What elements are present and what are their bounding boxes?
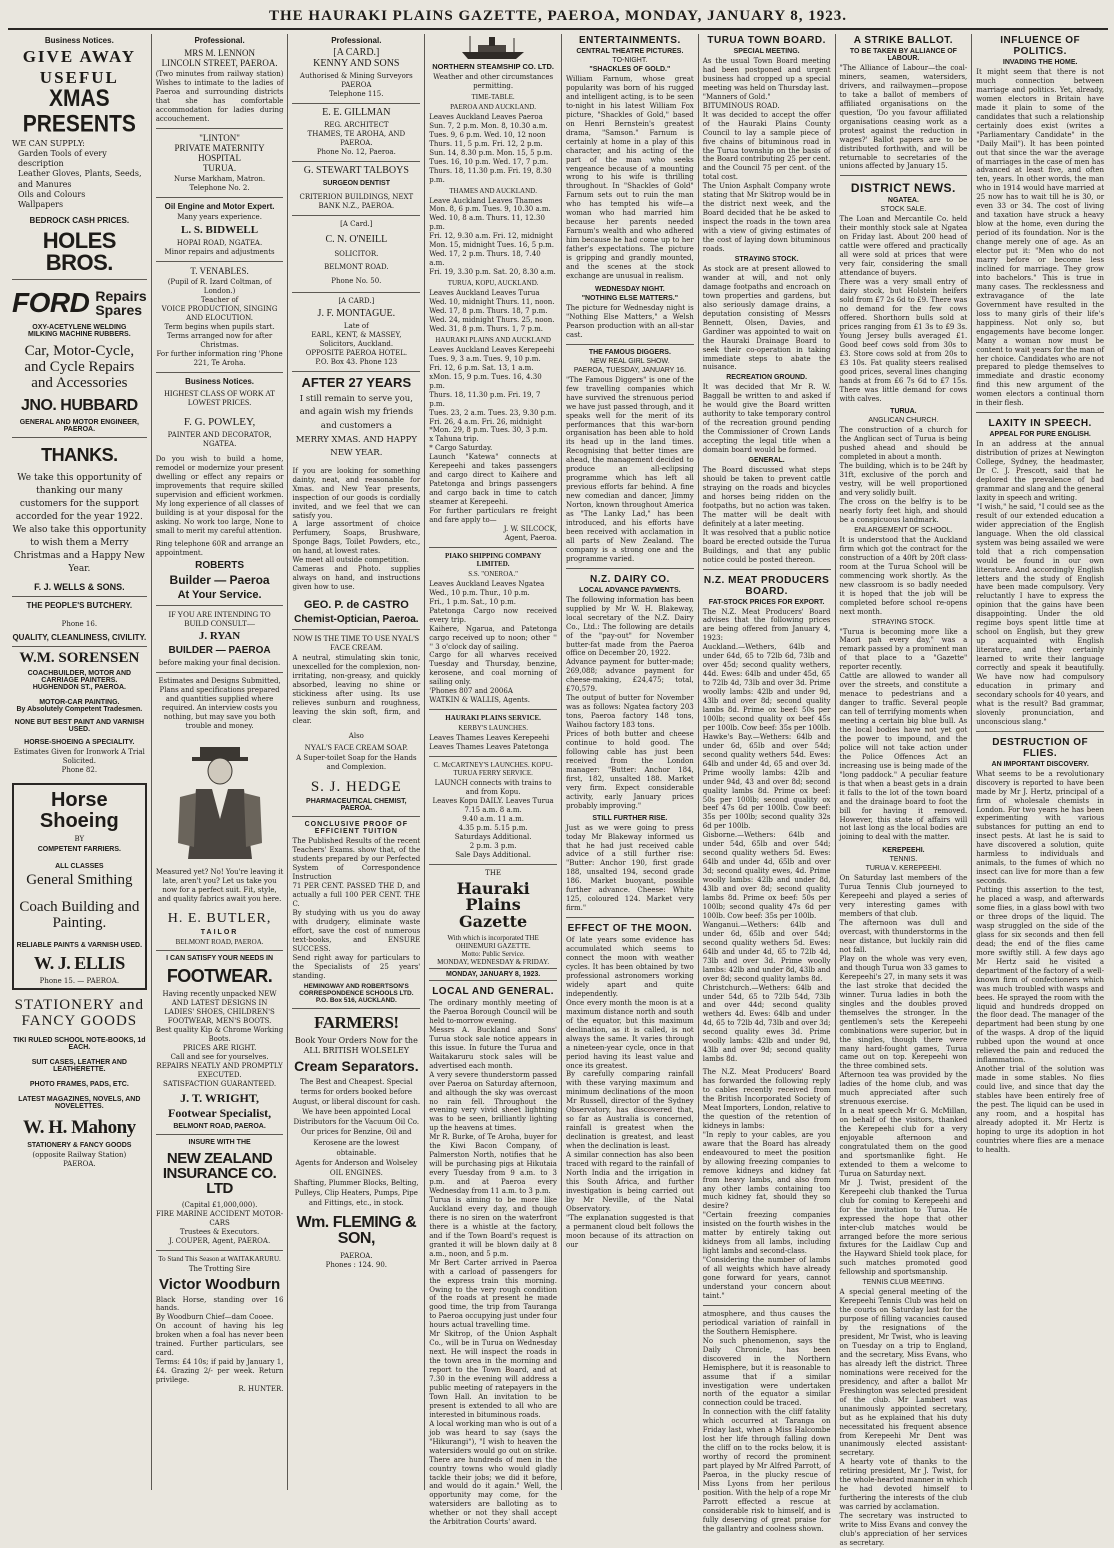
laxity-body: In an address at the annual distribution of prizes at Newington College, Sydney, the headmaster, Dr C. J. Prescott, said that he deplored the prevalence of bad grammar and slang and the general laxity in speech and writing. "I wish," he said, "I could see as the result of our extended education a wider appreciation of the English language. When the old classical system was being assailed we were told that a rich compensation would be found in our own literature. And accordingly English letters and the study of English have been made compulsory. Very reluctantly I have to express the opinion that the gains have been disappointing. Under the old regime boys spent little time at school on English, but they grew up acquainted with English literature, and they certainly learned to write their language correctly and speak it beautifully. We have now had compulsory education in primary and secondary schools for 40 years, and what is the result? Bad grammar, slovenly pronunciation, and unconscious slang." bbox=[976, 440, 1105, 726]
column-business-notices bbox=[8, 34, 152, 1490]
conclusive-proof: CONCLUSIVE PROOF OF EFFICIENT TUITION bbox=[304, 821, 409, 836]
bidwell-name: L. S. BIDWELL bbox=[181, 223, 259, 236]
silcock-agent: J. W. SILCOCK, Agent, Paeroa. bbox=[503, 524, 557, 542]
thanks-body: We take this opportunity of thanking our many customers for the support accorded for the year 1922. We also take this opportunity to wish them a Merry Christmas and a Happy New Year. bbox=[12, 472, 147, 574]
decastro-title: Chemist-Optician, Paeroa. bbox=[294, 613, 419, 625]
kenny-body: Authorised & Mining Surveyors PAEROA Telephone 115. bbox=[299, 72, 413, 98]
piako-shipping: PIAKO SHIPPING COMPANY LIMITED. bbox=[444, 551, 542, 568]
general-heading: GENERAL. bbox=[748, 457, 785, 465]
local-general-body: The ordinary monthly meeting of the Paeroa Borough Council will be held to-morrow evening. Messrs A. Buckland and Sons' Turua stock sale notice appears in this issue. In future the Turua and Waitakaruru stock sales will be advertised each month. A very severe thunderstorm passed over Paeroa on Saturday afternoon, and although the sky was overcast no rain fell. Throughout the evening very vivid sheet lightning was to be seen, brilliantly lighting up the heavens at times. Mr R. Burke, of Te Aroha, buyer for the Kiwi Bacon Company, of Palmerston North, notifies that he will be purchasing pigs at Hikutaia every Tuesday from 9 a.m. to 3 p.m. and at Paeroa every Wednesday from 11 a.m. to 3 p.m. Turua is aiming to be more like Auckland every day, and though there is no siren on the waterfront there is a whistle at the factory, and if the Town Board's request is granted it will be blown daily at 8 a.m., noon, and 5 p.m. Mr Bert Carter arrived in Paeroa with a carload of passengers for the express train this morning. Owing to the very rough condition of the roads at present he made good time, the trip from Tauranga to Paeroa occupying just under four hours actual travelling time. Mr Skitrop, of the Union Asphalt Co., will be in Turua on Wednesday next. He will inspect the roads in the town area in the morning and report to the Town Board, and at 7.30 in the evening will address a public meeting of ratepayers in the Town Hall. An invitation to be present is extended to all who are interested in bituminous roads. A local working man who is out of a job was heard to say (says the "Hikurangi"), "I wish to heaven the watersiders would go out on strike. There are hundreds of men in the country towns who would gladly tackle their jobs; we did it before, and would do it again." Well, the opportunity may come, for the watersiders are balloting as to whether or not they shall accept the Arbitration Courts' award. bbox=[429, 999, 557, 1527]
soap-subtitle: A Super-toilet Soap for the Hands and Complexion. bbox=[296, 753, 417, 771]
wright-address: BELMONT ROAD, PAEROA. bbox=[173, 1123, 266, 1131]
we-can-supply: WE CAN SUPPLY: bbox=[12, 138, 85, 148]
kenny-sons: [A CARD.] KENNY AND SONS bbox=[313, 47, 400, 69]
cream-separators: Cream Separators. bbox=[294, 1058, 419, 1075]
divider bbox=[12, 437, 147, 438]
insurance-body: FIRE MARINE ACCIDENT MOTOR-CARS Trustees & Executors. J. COUPER, Agent, PAEROA. bbox=[155, 1209, 284, 1245]
give-away-line-2: USEFUL bbox=[39, 67, 119, 87]
shackles-body: William Farnum, whose great popularity was born of his rugged and intelligent acting, is to be seen to-night in his latest William Fox picture, "Shackles of Gold," based on Henri Bernstein's greatest drama, "Samson." Farnum is certainly at home in a play of this character, and his acting of the part of the man who seeks vengeance because of a mounting wrong to his wife is thrilling throughout. In "Shackles of Gold" Farnum sets out to ruin the man who has tempted his wife—a woman who had married him because her parents needed Farnum's wealth and who adhered him because he had come up to her father's expectations. The picture is gripping and grandly mounted, and the scenes at the stock exchange are unusual in realism. bbox=[565, 75, 694, 280]
appeal-pure-english: APPEAL FOR PURE ENGLISH. bbox=[989, 431, 1091, 439]
fleming-name: Wm. FLEMING & SON, bbox=[296, 1213, 417, 1247]
straying-stock: STRAYING STOCK. bbox=[734, 255, 799, 263]
hedge-title: PHARMACEUTICAL CHEMIST, PAEROA. bbox=[306, 798, 407, 813]
flies-heading: DESTRUCTION OF FLIES. bbox=[992, 736, 1089, 759]
tennis-meeting-body: A special general meeting of the Kerepeehi Tennis Club was held on the courts on Saturday last for the purpose of filling vacancies caused by the resignations of the president, Mr Twist, who is leaving on Tuesday on a trip to England, and the secretary, Miss Evans, who has already left the district. Three nominations were received for the presidency, and after a ballot Mr Freshington was selected president of the club. Mr Lambert was unanimously appointed secretary, but as he explained that his duty necessitated his frequent absence from Kerepeehi Mr Dent was unanimously elected assistant-secretary. A hearty vote of thanks to the retiring president, Mr J. Twist, for the whole-hearted manner in which he had devoted himself to furthering the interests of the club was carried by acclamation. The secretary was instructed to write to Miss Evans and convey the club's appreciation of her services as secretary. bbox=[839, 1288, 968, 1547]
strike-ballot-body: "The Alliance of Labour—the coal-miners, seamen, watersiders, drivers, and railwaymen—propose to take a ballot of members of affiliated organisations on the question, 'Do you favour affiliated organisations ceasing work as a protest against the reduction in wages?' Ballot papers are to be distributed forthwith, and will be returnable to secretaries of the unions affected by January 15. bbox=[839, 64, 968, 171]
meat-kidneys-body: The N.Z. Meat Producers' Board has forwarded the following reply to cables recently received from the British Incorporated Society of Meat Importers, London, relative to the question of the retention of kidneys in lambs: "In reply to your cables, are you aware that the Board has already endeavoured to meet the position by allowing freezing companies to remove kidneys and kidney fat from heavy lambs, and also from any other lambs containing too much kidney fat, should they so desire? "Certain freezing companies insisted on the fourth wishes in the matter by entirely taking out kidneys from all lambs, including light lambs and second-class. "Considering the number of lambs of all weights which have already gone forward for years, cannot understand your concern about taint." bbox=[702, 1068, 831, 1300]
hauraki-plains-service: HAURAKI PLAINS SERVICE. bbox=[445, 714, 541, 723]
ryan-body: before making your final decision. bbox=[158, 659, 281, 668]
measured-yet: Measured yet? No! You're leaving it late, aren't you? Let us take you now for a perfect suit. Fit, style, and quality fabrics await you here. bbox=[155, 867, 284, 903]
turua-board-heading: TURUA TOWN BOARD. bbox=[707, 35, 826, 46]
meat-prices-body: The N.Z. Meat Producers' Board advises that the following prices are being offered from January 4, 1923: Auckland.—Wethers, 64lb and under 64d, 65 to 72lb 6d, 73lb and over 45d; second quality wethers, 44d. Ewes: 64lb and under 45d, 65 to 72lb 4d, 73lb and over 3d. Prime woolly lambs: 42lb and under 9d, 43lb and over 8d; second quality lambs 8d. Prime ox beef: 50s per 100lb; second quality ox beef 45s per 100lb. Cow beef: 35s per 100lb. Hawke's Bay.—Wethers: 64lb and under 6d, 65lb and over 54d; second quality wethers 54d. Ewes: 64lb and under 4d, 65 and over 3d. Prime woolly lambs: 42lb and under 94d, 43 and over 8d; second quality lambs 8d. Prime ox beef: 50s per 100lb; second quality ox beef 47s 6d per 100lb. Cow beef: 35s per 100lb; second quality 32s 6d per 100lb. Gisborne.—Wethers: 64lb and under 54d, 65lb and over 54d; second quality wethers 5d. Ewes: 64lb and under 4d, 65lb and over 3d; second quality ewes, 4d. Prime woolly lambs: 42lb and under 8d, 43lb and over 8d; second quality lambs 8d. Prime ox beef: 50s per 100lb; second quality 47s 6d per 100lb. Cow beef: 35s per 100lb. Wanganui.—Wethers: 64lb and under 6d, 65lb and over 54d; second quality wethers 5d. Ewes: 64lb and under 4d, 65 to 72lb 4d, 73lb and over 3d. Prime woolly lambs: 42lb and under 8d, 43lb and over 8d; second quality lambs 8d. Christchurch.—Wethers: 64lb and under 54d, 65 to 72lb 54d, 73lb and over 44d; second quality wethers 4d. Ewes: 64lb and under 4d, 65 to 72lb 4d, 73lb and over 3d; second quality ewes 3d. Prime woolly lambs: 42lb and under 9d, 43lb and over 9d; second quality lambs 8d. bbox=[702, 607, 831, 1064]
divider bbox=[292, 103, 420, 104]
highest-class: HIGHEST CLASS OF WORK AT LOWEST PRICES. bbox=[164, 388, 275, 407]
tennis-body: On Saturday last members of the Turua Tennis Club journeyed to Kerepeehi and played a series of very interesting games with members of that club. The afternoon was dull and overcast, with thunderstorms in the near distance, but luckily rain did not fall. Play on the whole was very even, and though Turua won 33 games to Kerepeehi's 27, in many sets it was the last stroke that decided the winner. Turua ladies in both the singles and the doubles proved themselves the stronger. In the gentlemen's sets the Kerepeehi combinations were superior, but in the singles, though there were many hard-fought games, Turua came out on top. Kerepeehi won the three combined sets. Afternoon tea was provided by the ladies of the home club, and was much appreciated after such strenuous exercise. In a neat speech Mr G. McMillan, on behalf of the visitors, thanked the Kerepeehi club for a very enjoyable afternoon and congratulated them on the good and sportsmanlike fight. He extended to them a welcome to Turua on Saturday next. Mr J. Twist, president of the Kerepeehi club thanked the Turua club for coming to Kerepeehi and for the invitation to Turua. He expressed the hope that other inter-club matches would be arranged before the more serious fixtures for the Laidlaw Cup and the Hayward Shield took place, for such matches promoted good fellowship and sportsmanship. bbox=[839, 874, 968, 1277]
capital: (Capital £1,000,000). bbox=[181, 1201, 258, 1210]
card-label: [A Card.] bbox=[340, 219, 373, 228]
divider bbox=[840, 175, 968, 176]
woodburn-body: Black Horse, standing over 16 hands. By Woodburn Chief—dam Cooee. On account of having his leg broken when a foal has never been trained. Further particulars, see card. Terms: £4 10s; if paid by January 1, £4. Grazing 2/- per week. Return privilege. bbox=[155, 1295, 284, 1385]
fatstock-prices: FAT-STOCK PRICES FOR EXPORT. bbox=[708, 598, 825, 606]
figure-right-shape bbox=[244, 793, 262, 847]
funnel-shape bbox=[489, 37, 495, 46]
montague-body: Late of EARL, KENT, & MASSEY, Solicitors, Auckland. OPPOSITE PAEROA HOTEL. P.O. Box 43. Phone 123 bbox=[305, 322, 408, 367]
hubbard-name: JNO. HUBBARD bbox=[21, 396, 138, 414]
farmers-body: Book Your Orders Now for the ALL BRITISH WOLSELEY bbox=[294, 1035, 418, 1055]
anglican-body: The construction of a church for the Anglican sect of Turua is being pushed ahead and should be completed in about a month. The building, which is to be 24ft by 31ft, exclusive of the porch and vestry, will be well proportioned and very solidly built. The cross on the belfry is to be nearly forty feet high, and should be a conspicuous landmark. bbox=[839, 426, 968, 524]
straying-body: As stock are at present allowed to wander at will, and not only damage footpaths and encroach on town properties and gardens, but also seriously damage drains, a deputation consisting of Messrs Bennett, Olsen, Davies, and Gardiner was appointed to wait on the Hauraki Drainage Board to seek their co-operation in taking immediate steps to abate the nuisance. bbox=[702, 264, 831, 372]
footwear-heading: FOOTWEAR. bbox=[166, 966, 273, 987]
nz-insurance: NEW ZEALAND INSURANCE CO. LTD bbox=[162, 1150, 277, 1198]
oil-engine-expert: Oil Engine and Motor Expert. bbox=[164, 201, 275, 211]
after-27-more: If you are looking for something dainty, neat, and reasonable for Xmas. and New Year presents, inspection of our goods is cordially invited, and we feel that we can satisfy you. A large assortment of choice Perfumery, Soaps, Brushware, Sponge Bags, Toilet Powders, etc., on hand, at lowest rates. We meet all outside competition. Cameras and Photo. supplies always on hand, and instructions given how to use. bbox=[292, 466, 421, 592]
influence-heading: INFLUENCE OF POLITICS. bbox=[1000, 35, 1081, 57]
motor-painting: MOTOR-CAR PAINTING. By Absolutely Competent Tradesmen. bbox=[16, 698, 143, 713]
divider bbox=[292, 816, 420, 817]
influence-body: It might seem that there is not much connection between marriage and politics. Yet, already, women electors in Britain have made it plain to some of the candidates that such a relationship certainly does exist (writes a "Parliamentary Candidate" in the "Daily Mail"). It has been pointed out that since the war the average of marriages in the case of men has advanced at least five, and often ten, years. In other words, the man who in 1914 would have married at 25 now has to wait till he is 30, or even 33 or 34. The cost of living and taxation have struck a heavy blow at the home, even during the period of its foundation. Nor is the change merely one of age. As an elector put it: "Men who do not marry before or become less inclined for marriage. They grow into bachelors." This is true in many cases. The recklessness and extravagance of the late Government have resulted in the loss to many girls of their life's happiness. Not only so, but engagements have become longer. Many a woman now must be content to wait years for the man of her choice. Candidates who are not prepared to pledge themselves to immediate and drastic economy find this new argument of the women electors a continual thorn in their flesh. bbox=[976, 68, 1105, 408]
column-professional-2 bbox=[288, 34, 425, 1490]
ford-repairs: Repairs Spares bbox=[95, 287, 147, 319]
reliable-paints: RELIABLE PAINTS & VARNISH USED. bbox=[16, 941, 143, 949]
tiki-notebooks: TIKI RULED SCHOOL NOTE-BOOKS, 1d EACH. bbox=[13, 1037, 146, 1052]
talboys-name: G. STEWART TALBOYS bbox=[303, 165, 409, 177]
district-news-heading: DISTRICT NEWS. bbox=[850, 181, 956, 196]
butler-tailor: TAILOR bbox=[200, 929, 239, 937]
coach-building: Coach Building and Painting. bbox=[19, 899, 140, 932]
kerby-launches: KERBY'S LAUNCHES. bbox=[458, 724, 528, 733]
straying-stock-2: STRAYING STOCK. bbox=[871, 618, 935, 626]
sorensen-name: W.M. SORENSEN bbox=[19, 650, 140, 666]
sorensen-subtitle: COACHBUILDER, MOTOR AND CARRIAGE PAINTERS. HUGHENDON ST., PAEROA. bbox=[27, 669, 132, 691]
column-turua-meat bbox=[699, 34, 836, 1533]
tennis-heading: TENNIS. bbox=[889, 856, 918, 864]
nyal-heading: NOW IS THE TIME TO USE NYAL'S FACE CREAM. bbox=[293, 634, 420, 653]
school-body: It is understood that the Auckland firm which got the contract for the construction of a 40ft by 20ft class-room at the Turua School will be commencing work shortly. As the new classroom is so badly needed it is hoped that the job will be completed before school re-opens next month. bbox=[839, 535, 968, 616]
powley-name: F. G. POWLEY, bbox=[183, 415, 256, 428]
quality-line: QUALITY, CLEANLINESS, CIVILITY. bbox=[12, 633, 147, 642]
supply-list: Garden Tools of every description Leather Gloves, Plants, Seeds, and Manures Oils and Colours Wallpapers bbox=[18, 149, 142, 210]
phone-16: Phone 16. bbox=[61, 620, 98, 629]
ship-company: NORTHERN STEAMSHIP CO. LTD. bbox=[432, 62, 554, 71]
section-label: Business Notices. bbox=[44, 36, 114, 45]
divider bbox=[292, 292, 420, 293]
talboys-title: SURGEON DENTIST bbox=[322, 179, 390, 187]
stand-season: To Stand This Season at WAITAKARURU. bbox=[158, 1254, 281, 1263]
ryan-builder: BUILDER — PAEROA bbox=[168, 644, 271, 656]
divider bbox=[12, 279, 147, 280]
mccartney-times: LAUNCH connects with trains to and from Kopu. Leaves Kopu DAILY. Leaves Turua 7.15 a.m. 8 a.m. 9.40 a.m. 11 a.m. 4.35 p.m. 5.15 p.m. Saturdays Additional. 2 p.m. 3 p.m. Sale Days Additional. bbox=[432, 779, 554, 859]
roberts-builder: Builder — Paeroa bbox=[169, 573, 270, 587]
gillman-body: REG. ARCHITECT THAMES, TE AROHA, AND PAEROA. Phone No. 12, Paeroa. bbox=[307, 121, 406, 157]
divider bbox=[976, 731, 1104, 732]
central-theatre: CENTRAL THEATRE PICTURES. bbox=[576, 48, 684, 55]
farmers-heading: FARMERS! bbox=[314, 1012, 399, 1032]
cabin-shape bbox=[478, 45, 506, 52]
ryan-name: J. RYAN bbox=[198, 630, 241, 643]
columns bbox=[8, 34, 1108, 1547]
kerepeehi-heading: KEREPEEHI. bbox=[882, 847, 925, 855]
ford-logo: FORD bbox=[12, 287, 90, 319]
lennon-name: MRS M. LENNON LINCOLN STREET, PAEROA. bbox=[161, 48, 278, 68]
divider bbox=[566, 917, 694, 918]
route-heading: HAURAKI PLAINS AND AUCKLAND bbox=[435, 335, 551, 344]
mahony-subtitle: STATIONERY & FANCY GOODS bbox=[27, 1142, 132, 1150]
peoples-butchery: THE PEOPLE'S BUTCHERY. bbox=[26, 601, 133, 611]
bedrock-prices: BEDROCK CASH PRICES. bbox=[29, 216, 130, 226]
hunter-sign: R. HUNTER. bbox=[238, 1385, 284, 1394]
important-discovery: AN IMPORTANT DISCOVERY. bbox=[991, 760, 1089, 768]
divider bbox=[566, 344, 694, 345]
divider bbox=[156, 605, 284, 606]
route-heading: TURUA, KOPU, AUCKLAND. bbox=[447, 279, 539, 288]
column-entertainments bbox=[562, 34, 699, 1490]
roberts-name: ROBERTS bbox=[195, 559, 245, 571]
can-satisfy: I CAN SATISFY YOUR NEEDS IN bbox=[166, 955, 274, 963]
entertainments-heading: ENTERTAINMENTS. bbox=[578, 35, 681, 46]
still-further-rise: STILL FURTHER RISE. bbox=[592, 814, 668, 822]
oxy-acetylene: OXY-ACETYLENE WELDING MILKING MACHINE RUBBERS. bbox=[28, 324, 131, 339]
turua-board-body: As the usual Town Board meeting had been postponed and urgent business had cropped up a special meeting was held on Thursday last. "Manners of Gold." BITUMINOUS ROAD. It was decided to accept the offer of the Hauraki Plains County Council to lay a sample piece of five chains of bituminous road in the Turua township on the basis of the Board contributing 25 per cent. and the Council 75 per cent. of the total cost. The Union Asphalt Company wrote stating that Mr Skitrop would be in the district next week, and the Board decided that he be asked to inspect the roads in the town area with a view of giving estimates of the cost of laying down bituminous roads. bbox=[702, 57, 831, 254]
suit-cases: SUIT CASES, LEATHER AND LEATHERETTE. bbox=[31, 1059, 127, 1074]
flies-body: What seems to be a revolutionary discovery is reported to have been made by Mr J. Hertz, principal of a firm of wholesale chemists in London. For two years he has been experimenting with various substances for putting an end to insect pests. At last he is said to have discovered a solution, quite harmless to individuals and animals, to the fumes of which no insect can live for more than a few seconds. Putting this assertion to the test, he placed a wasp, and afterwards some flies, in a glass bowl with two or three drops of the liquid. The wasp struggled on the side of the glass for six seconds and then fell dead; the end of the flies came more swiftly still. A few days ago Mr Hertz said he visited a department of the factory of a well-known firm of confectioners which was much troubled with wasps and bees. He sprayed the room with the liquid and hundreds dropped on the floor dead. The manager of the department had been stung by one of the wasps. A drop of the liquid rubbed upon the wound at once relieved the pain and reduced the inflammation. Another trial of the solution was made in some stables. No flies could live, and since that day the stables have been entirely free of the pest. The liquid can be used in any room, and a hospital has already adopted it. Mr Hertz is hoping to urge its adoption in hot countries where flies are a menace to health. bbox=[976, 769, 1105, 1154]
nyal-body: A neutral, stimulating skin tonic, unexcelled for the complexion, non-irritating, non-greasy, and quickly absorbed, leaving no shine or stickiness after using. Its use relieves sunburn and roughness, leaving the skin soft, firm, and clear. bbox=[292, 654, 421, 725]
cream-body: The Best and Cheapest. Special terms for orders booked before August, or liberal discount for cash. We have been appointed Local Distributors for the Vacuum Oil Co. Our prices for Benzine, Oil and Kerosene are the lowest obtainable. Agents for Anderson and Wolseley OIL ENGINES. Shafting, Plummer Blocks, Belting, Pulleys, Clip Heaters, Pumps, Pipe and Fittings, etc., in stock. bbox=[292, 1077, 421, 1208]
linton-hospital: "LINTON" PRIVATE MATERNITY HOSPITAL TURUA. bbox=[174, 132, 265, 173]
strike-ballot-heading: A STRIKE BALLOT. bbox=[853, 35, 954, 46]
tailor-illustration bbox=[160, 737, 280, 862]
by-line: BY bbox=[74, 834, 85, 843]
local-general-heading: LOCAL AND GENERAL. bbox=[432, 986, 554, 998]
general-body: The Board discussed what steps should be taken to prevent cattle straying on the roads and bicycles and horses being ridden on the footpaths, but no action was taken. The matter will be dealt with definitely at a later meeting. It was resolved that a public notice board be erected outside the Turua Buildings, and that any public notice could be posted thereon. bbox=[702, 466, 831, 564]
divider bbox=[156, 197, 284, 198]
victor-woodburn: Victor Woodburn bbox=[159, 1275, 281, 1293]
route-heading: THAMES AND AUCKLAND. bbox=[449, 186, 537, 195]
column-district-news bbox=[836, 34, 973, 1547]
ring-telephone: Ring telephone 60R and arrange an appointment. bbox=[155, 539, 284, 557]
tennis-match-title: TURUA V. KEREPEEHI. bbox=[865, 865, 942, 873]
trotting-sire: The Trotting Sire bbox=[188, 1264, 251, 1273]
competent-farriers: COMPETENT FARRIERS. bbox=[37, 845, 121, 853]
oneroa-times: Leaves Auckland Leaves Ngatea Wed., 10 p.m. Thur., 10 p.m. Fri., 1 p.m. Sat., 10 p.m. Patetonga Cargo now received every trip. Kaihere, Ngarua, and Patetonga cargo received up to noon; other '' '' 3 o'clock day of sailing. Cargo for all wharves received Tuesday and Thursday, benzine, kerosene, and coal morning of sailing only. 'Phones 807 and 2006A WATKIN & WALLIS, Agents. bbox=[429, 579, 557, 705]
route-times: Leaves Auckland Leaves Kerepeehi Tues. 9, 3 a.m. Tues. 9, 10 p.m. Fri. 12, 6 p.m. Sat. 13, 1 a.m. xMon. 15, 9 p.m. Tues. 16, 4.30 p.m. Thurs. 18, 11.30 p.m. Fri. 19, 7 p.m. Tues. 23, 2 a.m. Tues. 23, 9.30 p.m. Fri. 26, 4 a.m. Fri. 26, midnight *Mon. 29, 8 p.m. Tues. 30, 3 p.m. x Tahuna trip. * Cargo Saturday. bbox=[429, 345, 557, 453]
stock-sale-body: The Loan and Mercantile Co. held their monthly stock sale at Ngatea on Friday last. About 200 head of cattle were offered and practically all were sold at prices that were very fair, considering the small attendance of buyers. There was a very small entry of dairy stock, but Holstein heifers sold from £7 2s 6d to £9. There was no demand for the few cows offered. Shorthorn bulls sold at prices ranging from £1 3s to £9 3s. Young Jersey bulls averaged £1. Good beef cows sold from 30s to £3. Store cows sold at from 20s to £3 10s. Fat quality steers realised good prices, several lines changing hands at from £6 7s 6d to £7 15s. There was little demand for cows with calves. bbox=[839, 215, 968, 403]
column-features bbox=[972, 34, 1108, 1490]
laxity-heading: LAXITY IN SPEECH. bbox=[988, 418, 1092, 430]
strike-ballot-sub: TO BE TAKEN BY ALLIANCE OF LABOUR. bbox=[849, 48, 957, 62]
lennon-body: (Two minutes from railway station) Wishes to intimate to the ladies of Paeroa and surrounding districts that she has comfortable accommodation for ladies during accouchement. bbox=[155, 70, 284, 123]
thanks-heading: THANKS. bbox=[41, 444, 118, 465]
divider bbox=[703, 1305, 831, 1306]
roberts-service: At Your Service. bbox=[177, 588, 262, 601]
horse-shoeing-speciality: HORSE-SHOEING A SPECIALITY. bbox=[24, 738, 135, 746]
ngatea-heading: NGATEA. bbox=[887, 197, 919, 205]
recreation-body: It was decided that Mr R. W. Baggall be written to and asked if he would give the Board written authority to take temporary control of the recreation ground pending the Commissioner of Crown Lands accepting the legal title when a domain board would be formed. bbox=[702, 383, 831, 455]
after-27-body: I still remain to serve you, and again wish my friends and customers a MERRY XMAS. AND HAPPY NEW YEAR. bbox=[295, 393, 417, 459]
horse-shoeing-heading: Horse Shoeing bbox=[39, 788, 119, 832]
gazette-the: THE bbox=[485, 868, 502, 877]
turua-heading: TURUA. bbox=[890, 408, 917, 416]
mccartney-launches: C. McCARTNEY'S LAUNCHES. KOPU-TURUA FERRY SERVICE. bbox=[433, 761, 553, 778]
bidwell-address: HOPAI ROAD, NGATEA. Minor repairs and adjustments bbox=[164, 239, 275, 257]
photo-frames: PHOTO FRAMES, PADS, ETC. bbox=[29, 1081, 129, 1089]
divider bbox=[12, 646, 147, 647]
divider bbox=[429, 864, 557, 865]
fleming-phones: PAEROA. Phones : 124. 90. bbox=[325, 1251, 388, 1269]
wednesday-night: WEDNESDAY NIGHT. bbox=[595, 285, 665, 293]
kerby-times: Leaves Thames Leaves Kerepeehi Leaves Thames Leaves Patetonga bbox=[429, 734, 550, 752]
butler-address: BELMONT ROAD, PAEROA. bbox=[175, 938, 264, 947]
latest-magazines: LATEST MAGAZINES, NOVELS, AND NOVELETTES. bbox=[18, 1096, 141, 1111]
column-professional-1 bbox=[152, 34, 289, 1490]
further-particulars: For further particulars re freight and fare apply to— bbox=[429, 507, 557, 524]
powley-trade: PAINTER AND DECORATOR, NGATEA. bbox=[167, 431, 272, 449]
butler-name: H. E. BUTLER, bbox=[167, 910, 272, 926]
oneill-body: SOLICITOR. BELMONT ROAD. Phone No. 50. bbox=[324, 250, 389, 285]
tennis-meeting: TENNIS CLUB MEETING. bbox=[862, 1279, 945, 1287]
straying-stock-2-body: "Turua is becoming more like a Maori pah every day," was a remark passed by a prominent man of that place to a "Gazette" reporter recently. Cattle are allowed to wander all over the streets, and constitute a menace to pedestrians and a danger to traffic. Several people can tell of terrifying moments when meeting a certain big blue bull. As the local bodies have not yet got the power to impound, and the police will not take action under the Police Offences Act an increasing use is being made of the "long paddock." A peculiar feature is that when a beast gets in a drain it falls to the lot of the town board and the drainage board to foot the bill for having it removed. However, this state of affairs will not last long as the local bodies are joining to deal with the matter. bbox=[839, 627, 968, 842]
diggers-date: PAEROA, TUESDAY, JANUARY 16. bbox=[573, 366, 686, 374]
opposite-station: (opposite Railway Station) PAEROA. bbox=[32, 1151, 127, 1169]
none-but-best: NONE BUT BEST PAINT AND VARNISH USED. bbox=[14, 718, 145, 733]
nothing-else-body: The picture for Wednesday night is "Nothing Else Matters," a Welsh Pearson production with an all-star cast. bbox=[565, 303, 694, 339]
figure-left-shape bbox=[178, 793, 196, 847]
ellis-ad bbox=[12, 783, 147, 990]
estimates-designs: Estimates and Designs Submitted, Plans and specifications prepared and quantities supplied where required. An interview costs you nothing, but may save you both trouble and money. bbox=[158, 677, 281, 730]
still-further-body: Just as we were going to press today Mr Blakeway informed us that he had just received cable advice of a still further rise: "Butter: Anchor 190, first grade 188, unsalted 194, second grade 186. Market buoyant, possible further advance. Cheese: White 125, coloured 124. Market very firm." bbox=[565, 823, 694, 913]
hedge-name: S. J. HEDGE bbox=[310, 778, 402, 795]
divider bbox=[429, 547, 557, 548]
divider bbox=[976, 412, 1104, 413]
mahony-name: W. H. Mahony bbox=[23, 1117, 136, 1139]
steamship-illustration bbox=[458, 34, 528, 60]
divider bbox=[703, 569, 831, 570]
route-times: Leaves Auckland Leaves Paeroa Sun. 7, 2 p.m. Mon. 8, 10.30 a.m. Tues. 9, 6 p.m. Wed. 10, 12 noon Thurs. 11, 5 p.m. Fri. 12, 2 p.m. Sun. 14, 8.30 p.m. Mon. 15, 5 p.m. Tues. 16, 10 p.m. Wed. 17, 7 p.m. Thurs. 18, 11.30 p.m. Fri. 19, 8.30 p.m. bbox=[429, 112, 553, 184]
ss-oneroa: S.S. "ONEROA." bbox=[468, 569, 518, 578]
card-label: [A CARD.] bbox=[338, 296, 375, 305]
footwear-body: Having recently unpacked NEW AND LATEST DESIGNS IN LADIES' SHOES, CHILDREN'S FOOTWEAR, MEN'S BOOTS. Best quality Kip & Chrome Working Boots. PRICES ARE RIGHT. Call and see for yourselves. REPAIRS NEATLY AND PROMPTLY EXECUTED. SATISFACTION GUARANTEED. bbox=[155, 990, 284, 1088]
divider bbox=[156, 128, 284, 129]
stock-sale: STOCK SALE. bbox=[880, 206, 927, 214]
timetable-heading: TIME-TABLE. bbox=[471, 92, 515, 101]
anglican-church: ANGLICAN CHURCH. bbox=[868, 417, 939, 425]
powley-body: Do you wish to build a home, remodel or modernize your present dwelling or effect any repairs or improvements that require skilled supervision and efficient workmen. My long experience of all classes of building is at your disposal for the asking. No work too large, None to small to merit my careful attention. bbox=[155, 455, 284, 535]
all-classes: ALL CLASSES bbox=[55, 862, 104, 870]
divider bbox=[292, 629, 420, 630]
insure-with: INSURE WITH THE bbox=[188, 1139, 251, 1147]
estimates-given: Estimates Given for Ironwork A Trial Solicited. Phone 82. bbox=[13, 747, 145, 774]
local-advance: LOCAL ADVANCE PAYMENTS. bbox=[579, 586, 681, 594]
hemingway: HEMINGWAY AND ROBERTSON'S CORRESPONDENCE SCHOOLS LTD. P.O. Box 516, AUCKLAND. bbox=[299, 982, 414, 1004]
diggers-body: "The Famous Diggers" is one of the few travelling companies which have survived the strenuous period we have just passed through, and it speaks well for the merit of its performances that this war-born organisation has been able to hold its head up in the land times. Recognising that better times are ahead, the management decided to produce an all-eclipsing programme which has left all previous efforts far behind. A fine new comedian and dancer, Jimmy Norton, known throughout America as "The Lanky Lad," has been introduced, and his efforts have been received with acclamation in all parts of New Zealand. The company is a strong one and the programme varied. bbox=[565, 375, 694, 563]
divider bbox=[156, 261, 284, 262]
bidwell-experience: Many years experience. bbox=[177, 212, 262, 221]
divider bbox=[156, 950, 284, 951]
gazette-title: Hauraki Plains Gazette bbox=[456, 878, 530, 932]
phone-15: Phone 15. — PAEROA. bbox=[39, 976, 120, 985]
holes-bros: HOLES BROS. bbox=[42, 228, 116, 276]
hull-shape bbox=[462, 52, 524, 59]
wells-sons: F. J. WELLS & SONS. bbox=[34, 582, 125, 593]
divider bbox=[292, 371, 420, 372]
ford-ad bbox=[12, 284, 147, 322]
intending-to-build: IF YOU ARE INTENDING TO BUILD CONSULT— bbox=[168, 610, 271, 629]
invading-home: INVADING THE HOME. bbox=[1002, 59, 1078, 66]
give-away-line-1: GIVE AWAY bbox=[22, 47, 136, 66]
weather-note: Weather and other circumstances permitting. bbox=[433, 73, 554, 90]
dairy-body: The following information has been supplied by Mr W. H. Blakeway, local secretary of the N.Z. Dairy Co., Ltd.: The following are details of the "pay-out" for November butter-fat made from the Paeroa office on December 20, 1922. Advance payment for butter-made; 269,088; advance payment for cheese-making, £24,475; total, £70,579. The output of butter for November was as follows: Ngatea factory 203 tons, Paeroa factory 148 tons, Waihou factory 183 tons. Prices of both butter and cheese continue to hold good. The following cable has just been received from the London manager: "Butter: Anchor 184, first, 182, unsalted 188. Market very firm. Expect considerable activity, early January prices probably improving." bbox=[565, 595, 694, 810]
head-shape bbox=[208, 758, 232, 784]
divider bbox=[292, 215, 420, 216]
also-label: Also bbox=[348, 731, 364, 740]
route-heading: PAEROA AND AUCKLAND. bbox=[450, 102, 537, 111]
launch-katewa: Launch "Katewa" connects at Kerepeehi and takes passengers and cargo direct to Kaihere and Patetonga and brings passengers and cargo back in time to catch steamer at Kerepeehi. bbox=[429, 453, 557, 507]
give-away-line-3: XMAS PRESENTS bbox=[22, 85, 136, 138]
gazette-date: MONDAY, JANUARY 8, 1923. bbox=[429, 968, 557, 981]
divider bbox=[156, 372, 284, 373]
tonight-label: TO-NIGHT. bbox=[612, 57, 648, 64]
moon-heading: EFFECT OF THE MOON. bbox=[567, 923, 693, 935]
divider bbox=[566, 568, 694, 569]
divider bbox=[429, 709, 557, 710]
linton-matron: Nurse Markham, Matron. Telephone No. 2. bbox=[174, 174, 266, 192]
divider bbox=[156, 672, 284, 673]
moon-continued: atmosphere, and thus causes the periodical variation of rainfall in the Southern Hemisphere. No such phenomenon, says the Daily Chronicle, has been discovered in the Northern Hemisphere, but it is reasonable to assume that if a similar investigation were undertaken north of the equator a similar connection could be traced. In connection with the cliff fatality which occurred at Taranga on Friday last, when a Miss Halcombe lost her life through falling down the cliff on to the rocks below, it is worthy of record the prominent part played by Mr Alfred Parrott, of Paeroa, in the plucky rescue of Miss Lyons from her perilous position. With the help of a rope Mr Parrott effected a rescue at considerable risk to himself, and is fully deserving of great praise for the gallantry and coolness shown. bbox=[702, 1309, 831, 1533]
conclusive-body: The Published Results of the recent Teachers' Exams. show that, of the students prepared by our Perfected System of Correspondence Instruction 71 PER CENT. PASSED THE D, and actually a full 100 PER CENT. THE C. By studying with us you do away with drudgery, eliminate waste effort, save the cost of numerous text-books, and ENSURE SUCCESS. Send right away for particulars to the Specialists of 25 years' standing. bbox=[292, 837, 421, 980]
special-meeting: SPECIAL MEETING. bbox=[733, 48, 800, 55]
divider bbox=[156, 1134, 284, 1135]
criterion-buildings: CRITERION BUILDINGS, NEXT BANK N.Z., PAEROA. bbox=[299, 192, 414, 210]
general-smithing: General Smithing bbox=[26, 871, 133, 888]
divider bbox=[429, 756, 557, 757]
route-times: Leaves Auckland Leaves Turua Wed. 10, midnight Thurs. 11, noon. Wed. 17, 8 p.m. Thurs. 18, 7 p.m. Wed. 24, midnight Thurs. 25, noon. Wed. 31, 8 p.m. Thurs. 1, 7 p.m. bbox=[429, 289, 555, 333]
hubbard-subtitle: GENERAL AND MOTOR ENGINEER, PAEROA. bbox=[19, 418, 139, 433]
girl-show: NEW REAL GIRL SHOW. bbox=[590, 357, 670, 365]
moon-body: Of late years some evidence has accumulated which seems to connect the moon with weather cycles. It has been obtained by two professional astronomers working widely apart and quite independently. Once every month the moon is at a maximum distance north and south of the equator, but this maximum declination, as it is called, is not always the same. It varies through a nineteen-year cycle, once in that period having its least value and once its greatest. By carefully comparing rainfall with these varying maximum and minimum declinations of the moon Mr Russell, director of the Sydney Observatory, has discovered that, so far as Australia is concerned, rainfall is greatest when the declination is greatest, and least when the declination is least. A similar connection has also been traced with regard to the rainfall of North India and the irrigation in this South Africa, and further investigation is being carried out by Mr Neville, of the Natal Observatory. "The explanation suggested is that a permanent cloud belt follows the moon because of its attraction on our bbox=[565, 936, 694, 1249]
section-label: Professional. bbox=[194, 36, 245, 45]
nyal-soap: NYAL'S FACE CREAM SOAP. bbox=[304, 742, 408, 752]
route-times: Leave Auckland Leaves Thames Mon. 8, 6 p.m. Tues. 9, 10.30 a.m. Wed. 10, 8 a.m. Thurs. 11, 12.30 p.m. Fri. 12, 9.30 a.m. Fri. 12, midnight Mon. 15, midnight Tues. 16, 5 p.m. Wed. 17, 2 p.m. Thurs. 18, 7.40 a.m. Fri. 19, 3.30 p.m. Sat. 20, 8.30 a.m. bbox=[429, 196, 556, 277]
divider bbox=[292, 161, 420, 162]
stationery-heading: STATIONERY and FANCY GOODS bbox=[14, 996, 144, 1029]
section-label: Professional. bbox=[331, 36, 382, 45]
car-cycle-repairs: Car, Motor-Cycle, and Cycle Repairs and Accessories bbox=[24, 343, 135, 391]
wright-specialist: Footwear Specialist, bbox=[168, 1106, 272, 1121]
nothing-else-title: "NOTHING ELSE MATTERS." bbox=[581, 294, 679, 302]
decastro-name: GEO. P. de CASTRO bbox=[303, 599, 409, 612]
recreation-ground: RECREATION GROUND. bbox=[726, 374, 808, 382]
montague-name: J. F. MONTAGUE. bbox=[317, 307, 396, 319]
column-shipping-local bbox=[425, 34, 562, 1527]
shackles-title: "SHACKLES OF GOLD." bbox=[589, 66, 671, 73]
gillman-name: E. E. GILLMAN bbox=[322, 106, 391, 118]
section-label: Business Notices. bbox=[185, 376, 255, 386]
meat-board-heading: N.Z. MEAT PRODUCERS BOARD. bbox=[703, 574, 830, 597]
divider bbox=[292, 1008, 420, 1009]
venables-name: T. VENABLES. bbox=[190, 266, 249, 277]
masthead: THE HAURAKI PLAINS GAZETTE, PAEROA, MONDAY, JANUARY 8, 1923. bbox=[8, 4, 1108, 30]
school-enlargement: ENLARGEMENT OF SCHOOL. bbox=[854, 526, 953, 534]
after-27-years: AFTER 27 YEARS bbox=[301, 375, 412, 391]
gazette-subtitle: With which is incorporated THE OHINEMURI GAZETTE. Motto: Public Service. MONDAY, WEDNESDAY & FRIDAY. bbox=[437, 934, 550, 967]
ellis-name: W. J. ELLIS bbox=[33, 952, 125, 973]
divider bbox=[156, 1250, 284, 1251]
dairy-heading: N.Z. DAIRY CO. bbox=[589, 573, 670, 585]
venables-body: (Pupil of R. Izard Coltman, of London.) Teacher of VOICE PRODUCTION, SINGING AND ELOCUTION. Term begins when pupils start. Terms arranged now for after Christmas. For further information ring 'Phone 221, Te Aroha. bbox=[156, 278, 283, 367]
wright-name: J. T. WRIGHT, bbox=[180, 1090, 259, 1105]
famous-diggers: THE FAMOUS DIGGERS. bbox=[588, 348, 671, 356]
divider bbox=[12, 596, 147, 597]
oneill-name: C. N. O'NEILL bbox=[325, 233, 388, 245]
